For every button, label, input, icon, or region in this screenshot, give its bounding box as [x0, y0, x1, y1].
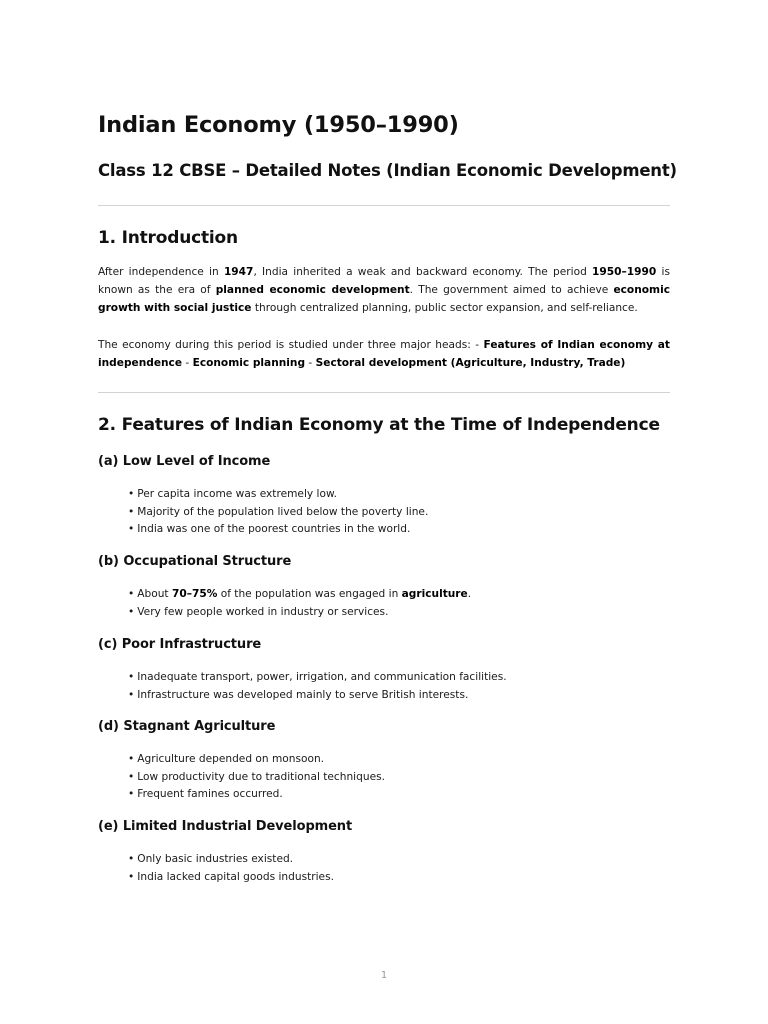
subheading-low-income: (a) Low Level of Income [98, 454, 271, 469]
page-number: 1 [380, 970, 388, 981]
list-item: • Inadequate transport, power, irrigation, and communication facilities. [128, 671, 507, 683]
occupational-list [128, 586, 471, 621]
section-heading-introduction: 1. Introduction [98, 228, 238, 248]
list-item: • About 70–75% of the population was engaged in agriculture. [128, 588, 472, 600]
intro-paragraph-1: After independence in 1947, India inherited a weak and backward economy. The period 1950–1990 is known as the era of planned economic development. The government aimed to achieve economic growth with social justice through centralized planning, public sector expansion, and self-reliance. [98, 266, 670, 314]
document-subtitle: Class 12 CBSE – Detailed Notes (Indian Economic Development) [98, 161, 677, 180]
intro-paragraph-2: The economy during this period is studied under three major heads: - Features of Indian economy at independence - Economic planning - Sectoral development (Agriculture, Industry, Trade) [98, 339, 670, 369]
list-item: • Low productivity due to traditional techniques. [128, 770, 385, 783]
divider [98, 392, 670, 393]
section-heading-features: 2. Features of Indian Economy at the Time of Independence [98, 415, 660, 435]
list-item: • Majority of the population lived below the poverty line. [128, 505, 429, 518]
industry-list [128, 851, 334, 886]
list-item: • Infrastructure was developed mainly to serve British interests. [128, 688, 469, 701]
document-title: Indian Economy (1950–1990) [98, 112, 459, 138]
subheading-occupational-structure: (b) Occupational Structure [98, 554, 292, 569]
list-item: • Very few people worked in industry or services. [128, 605, 389, 618]
subheading-poor-infrastructure: (c) Poor Infrastructure [98, 637, 262, 652]
subheading-limited-industrial-development: (e) Limited Industrial Development [98, 819, 353, 834]
divider [98, 205, 670, 206]
agriculture-list [128, 751, 385, 804]
low-income-list [128, 486, 428, 539]
list-item: • India was one of the poorest countries in the world. [128, 523, 411, 536]
list-item: • Frequent famines occurred. [128, 788, 283, 801]
list-item: • Agriculture depended on monsoon. [128, 753, 325, 765]
subheading-stagnant-agriculture: (d) Stagnant Agriculture [98, 719, 276, 734]
list-item: • Per capita income was extremely low. [128, 488, 338, 500]
list-item: • India lacked capital goods industries. [128, 870, 334, 883]
list-item: • Only basic industries existed. [128, 853, 294, 865]
infrastructure-list [128, 669, 507, 704]
